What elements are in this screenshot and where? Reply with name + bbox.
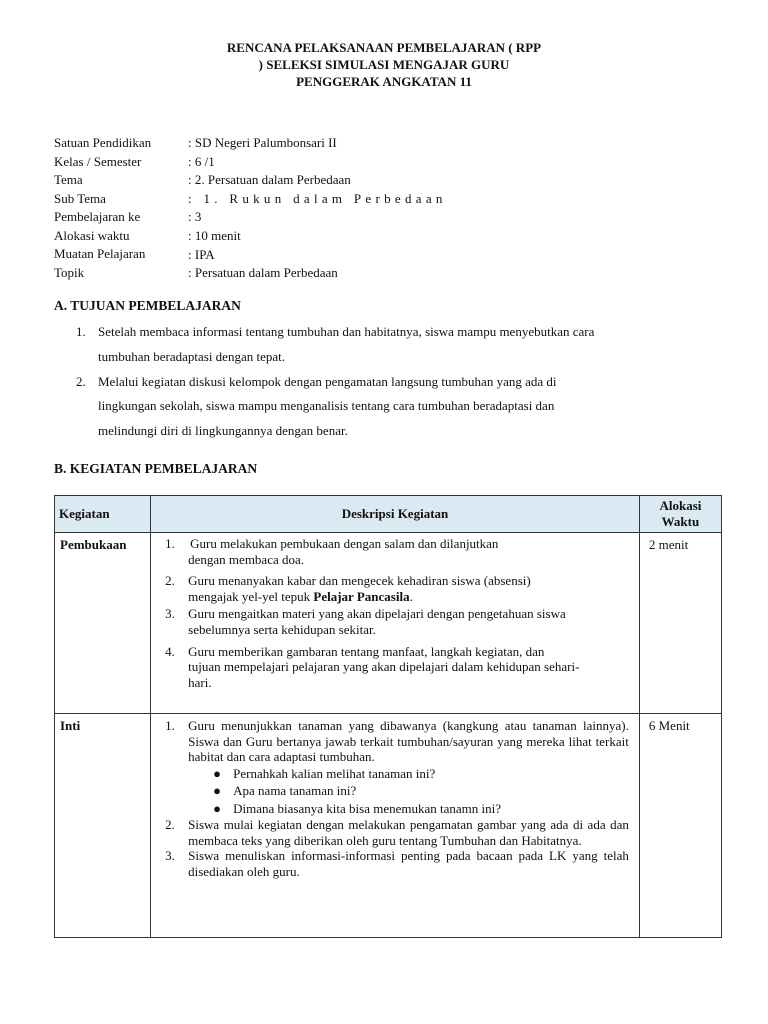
step-number: 1. [165,718,175,733]
document-title [0,39,768,90]
title-line-3: PENGGERAK ANGKATAN 11 [296,74,472,89]
activity-table [54,495,722,938]
list-number: 1. [76,324,86,339]
bullet-item [151,800,639,818]
header-alokasi [639,496,721,533]
identity-value: : SD Negeri Palumbonsari II [188,135,337,150]
step-text: mengajak yel-yel tepuk [188,588,314,604]
identity-label: Kelas / Semester [54,153,142,169]
bullet-item [151,782,639,800]
list-number: 2. [76,373,86,389]
step-text: Siswa mulai kegiatan dengan melakukan pengamatan gambar yang ada di ada dan membaca teks yang diberikan oleh guru tentang Tumbuhan dan Habitatnya. [188,817,629,848]
inti-time: 6 Menit [639,714,721,938]
bullet-text: Pernahkah kalian melihat tanaman ini? [233,765,436,781]
identity-label: Pembelajaran ke [54,209,141,224]
step-number: 3. [165,606,175,622]
step-number: 2. [165,573,175,589]
step-line: hari. [188,674,212,690]
table-header-row [55,496,722,533]
identity-value: : 2. Persatuan dalam Perbedaan [188,172,351,188]
step-number: 4. [165,643,175,659]
step-line: Guru memberikan gambaran tentang manfaat, langkah kegiatan, dan [188,643,545,659]
pembukaan-time: 2 menit [639,533,721,714]
identity-label: Muatan Pelajaran [54,246,146,261]
identity-value: : 1. Rukun dalam Perbedaan [188,190,447,206]
step-number: 2. [165,817,175,833]
identity-value: : 3 [188,209,202,225]
identity-value: : Persatuan dalam Perbedaan [188,265,338,281]
step-item [151,718,639,765]
table-row [55,714,722,938]
identity-value: : IPA [188,246,215,262]
section-b-heading: B. KEGIATAN PEMBELAJARAN [54,461,258,476]
pelajar-pancasila-text: Pelajar Pancasila [313,588,410,604]
step-line: sebelumnya serta kehidupan sekitar. [188,621,376,637]
step-item [151,573,639,604]
bullet-text: Apa nama tanaman ini? [233,783,357,799]
step-line: tujuan mempelajari pelajaran yang akan dipelajari dalam kehidupan sehari- [188,659,580,675]
bullet-icon: ● [213,783,221,799]
step-text: Siswa menuliskan informasi-informasi penting pada bacaan pada LK yang telah disediakan oleh guru. [188,848,629,880]
step-line: dengan membaca doa. [188,551,305,567]
identity-label: Satuan Pendidikan [54,135,152,150]
step-line [188,589,639,605]
step-line: Guru menanyakan kabar dan mengecek kehadiran siswa (absensi) [188,573,531,589]
step-item [151,644,639,691]
header-alokasi-line1: Alokasi [659,498,702,513]
title-line-1: RENCANA PELAKSANAAN PEMBELAJARAN ( RPP [226,40,542,55]
list-line: lingkungan sekolah, siswa mampu menganalisis tentang cara tumbuhan beradaptasi dan [98,398,555,414]
row-label-pembukaan: Pembukaan [55,533,151,714]
identity-label: Topik [54,264,85,280]
header-kegiatan: Kegiatan [55,496,151,533]
row-label-inti: Inti [55,714,151,938]
step-line: Guru mengaitkan materi yang akan dipelajari dengan pengetahuan siswa [188,606,566,622]
bullet-icon: ● [213,765,221,781]
identity-label: Alokasi waktu [54,227,130,243]
identity-label: Tema [54,172,83,187]
table-row [55,533,722,714]
title-line-2: ) SELEKSI SIMULASI MENGAJAR GURU [258,57,510,72]
identity-labels [54,134,151,282]
section-a-heading: A. TUJUAN PEMBELAJARAN [54,298,241,313]
bullet-icon: ● [213,800,221,816]
list-item [76,320,656,370]
step-line: Guru melakukan pembukaan dengan salam dan dilanjutkan [190,536,499,551]
bullet-text: Dimana biasanya kita bisa menemukan tanamn ini? [233,800,501,816]
list-item [76,370,656,444]
identity-label: Sub Tema [54,190,106,206]
header-deskripsi: Deskripsi Kegiatan [151,496,640,533]
list-line: melindungi diri di lingkungannya dengan benar. [98,423,348,439]
step-item [151,606,639,637]
step-item [151,848,639,879]
identity-values [188,134,447,283]
pembukaan-description [151,533,640,714]
step-number: 3. [165,848,175,864]
list-line: tumbuhan beradaptasi dengan tepat. [98,348,285,364]
list-line: Melalui kegiatan diskusi kelompok dengan pengamatan langsung tumbuhan yang ada di [98,373,557,389]
objectives-list [76,320,656,444]
step-text: . [409,588,413,604]
step-text: Guru menunjukkan tanaman yang dibawanya (kangkung atau tanaman lainnya). Siswa dan Guru bertanya jawab terkait tumbuhan/sayuran yang mereka lihat terkait habitat dan cara adaptasi tumbuhan. [188,718,629,765]
header-alokasi-line2: Waktu [661,514,700,529]
inti-description [151,714,640,938]
list-line: Setelah membaca informasi tentang tumbuhan dan habitatnya, siswa mampu menyebutkan cara [98,324,595,339]
step-item [151,536,639,567]
identity-value: : 10 menit [188,227,241,243]
identity-value: : 6 /1 [188,153,215,169]
step-number: 1. [165,536,175,551]
bullet-item [151,765,639,783]
step-item [151,817,639,848]
